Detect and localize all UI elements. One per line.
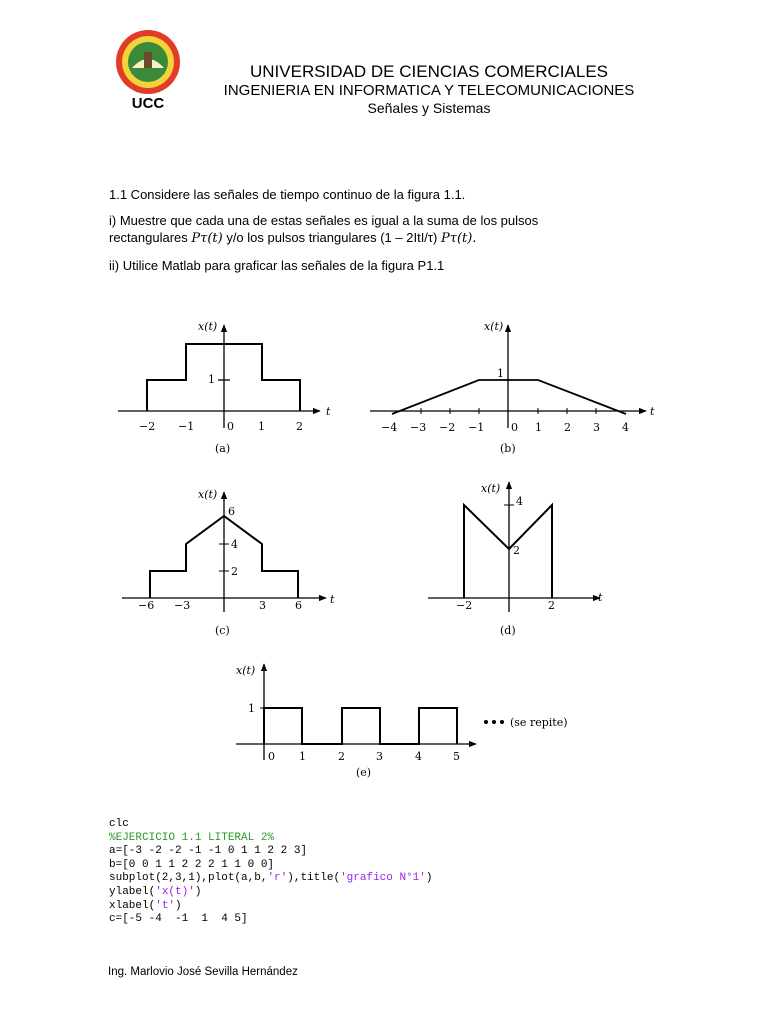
tick-label-e: 4 xyxy=(415,750,422,763)
tick-label-e: 3 xyxy=(376,750,383,763)
plot-b xyxy=(370,325,646,428)
tick-label-d: −2 xyxy=(456,599,473,612)
caption-d: (d) xyxy=(500,624,516,637)
code-segment: ) xyxy=(194,885,202,898)
repeat-note: (se repite) xyxy=(510,716,568,729)
tick-label-a: −2 xyxy=(139,420,156,433)
code-segment: ),title( xyxy=(287,872,341,885)
caption-a: (a) xyxy=(215,442,231,455)
university-title: UNIVERSIDAD DE CIENCIAS COMERCIALES xyxy=(249,62,608,81)
logo-text: UCC xyxy=(131,95,165,112)
tick-label-e: 2 xyxy=(338,750,345,763)
code-line xyxy=(109,872,433,886)
tick-label-b: −1 xyxy=(468,421,485,434)
level-label-c: 4 xyxy=(231,538,238,551)
tick-label-d: 2 xyxy=(548,599,555,612)
code-segment: subplot(2,3,1),plot(a,b, xyxy=(109,872,268,885)
code-segment: xlabel( xyxy=(109,899,156,912)
level-label-a: 1 xyxy=(208,373,215,386)
problem-statement: 1.1 Considere las señales de tiempo continuo de la figura 1.1. xyxy=(109,187,466,202)
problem-part-i-line1: i) Muestre que cada una de estas señales es igual a la suma de los pulsos xyxy=(109,213,539,228)
code-segment: ) xyxy=(425,872,433,885)
tick-label-c: 6 xyxy=(295,599,302,612)
author-footer: Ing. Marlovio José Sevilla Hernández xyxy=(108,966,298,978)
code-segment: ) xyxy=(175,899,182,912)
level-label-b: 1 xyxy=(497,367,504,380)
caption-c: (c) xyxy=(215,624,230,637)
figure-1-1 xyxy=(0,300,768,800)
ylabel-a: x(t) xyxy=(198,320,218,333)
rect-pulse-symbol: Pτ(t) xyxy=(191,231,223,246)
tick-label-e: 1 xyxy=(299,750,306,763)
plot-a xyxy=(118,325,320,428)
tick-label-b: 2 xyxy=(564,421,571,434)
tick-label-c: 3 xyxy=(259,599,266,612)
level-label-d: 4 xyxy=(516,495,523,508)
xlabel-d: t xyxy=(598,591,603,604)
xlabel-a: t xyxy=(326,405,331,418)
code-line: c=[-5 -4 -1 1 4 5] xyxy=(109,913,248,926)
level-label-e: 1 xyxy=(248,702,255,715)
text-segment: y/o los pulsos triangulares (1 – 2ItI/τ) xyxy=(222,230,441,245)
tick-label-a: 0 xyxy=(227,420,234,433)
code-string: 't' xyxy=(155,899,176,912)
tick-label-b: −2 xyxy=(439,421,456,434)
course-title: Señales y Sistemas xyxy=(367,100,491,116)
code-line xyxy=(109,886,433,900)
ylabel-d: x(t) xyxy=(481,482,501,495)
xlabel-b: t xyxy=(650,405,655,418)
tick-label-b: 4 xyxy=(622,421,629,434)
code-line: a=[-3 -2 -2 -1 -1 0 1 1 2 2 3] xyxy=(109,845,308,858)
tick-label-b: 1 xyxy=(535,421,542,434)
code-comment: %EJERCICIO 1.1 LITERAL 2% xyxy=(109,831,275,844)
tick-label-b: 3 xyxy=(593,421,600,434)
code-string: 'grafico N°1' xyxy=(340,872,426,885)
tick-label-c: −3 xyxy=(174,599,191,612)
caption-b: (b) xyxy=(500,442,516,455)
code-line: clc xyxy=(109,818,129,830)
code-line xyxy=(109,900,433,914)
caption-e: (e) xyxy=(356,766,372,779)
problem-part-i-line2 xyxy=(109,229,476,247)
tick-label-b: 0 xyxy=(511,421,518,434)
text-segment: rectangulares xyxy=(109,230,192,245)
tick-label-b: −3 xyxy=(410,421,427,434)
code-segment: ylabel( xyxy=(109,885,156,898)
code-line: b=[0 0 1 1 2 2 2 1 1 0 0] xyxy=(109,858,275,871)
code-string: 'x(t)' xyxy=(155,885,195,898)
tick-label-e: 0 xyxy=(268,750,275,763)
level-label-c: 2 xyxy=(231,565,238,578)
ylabel-b: x(t) xyxy=(484,320,504,333)
ylabel-e: x(t) xyxy=(236,664,256,677)
tick-label-a: 1 xyxy=(258,420,265,433)
tri-pulse-symbol: Pτ(t). xyxy=(441,231,477,246)
tick-label-a: −1 xyxy=(178,420,195,433)
tick-label-b: −4 xyxy=(381,421,398,434)
ylabel-c: x(t) xyxy=(198,488,218,501)
program-title: INGENIERIA EN INFORMATICA Y TELECOMUNICACIONES xyxy=(223,82,635,99)
level-label-c: 6 xyxy=(228,505,235,518)
level-label-d: 2 xyxy=(513,544,520,557)
tick-label-c: −6 xyxy=(138,599,155,612)
plot-e xyxy=(236,664,476,760)
xlabel-c: t xyxy=(330,593,335,606)
code-string: 'r' xyxy=(267,872,288,885)
tick-label-a: 2 xyxy=(296,420,303,433)
plot-c xyxy=(122,492,326,612)
tick-label-e: 5 xyxy=(453,750,460,763)
problem-part-ii: ii) Utilice Matlab para graficar las señales de la figura P1.1 xyxy=(109,258,445,273)
matlab-code xyxy=(109,818,433,927)
